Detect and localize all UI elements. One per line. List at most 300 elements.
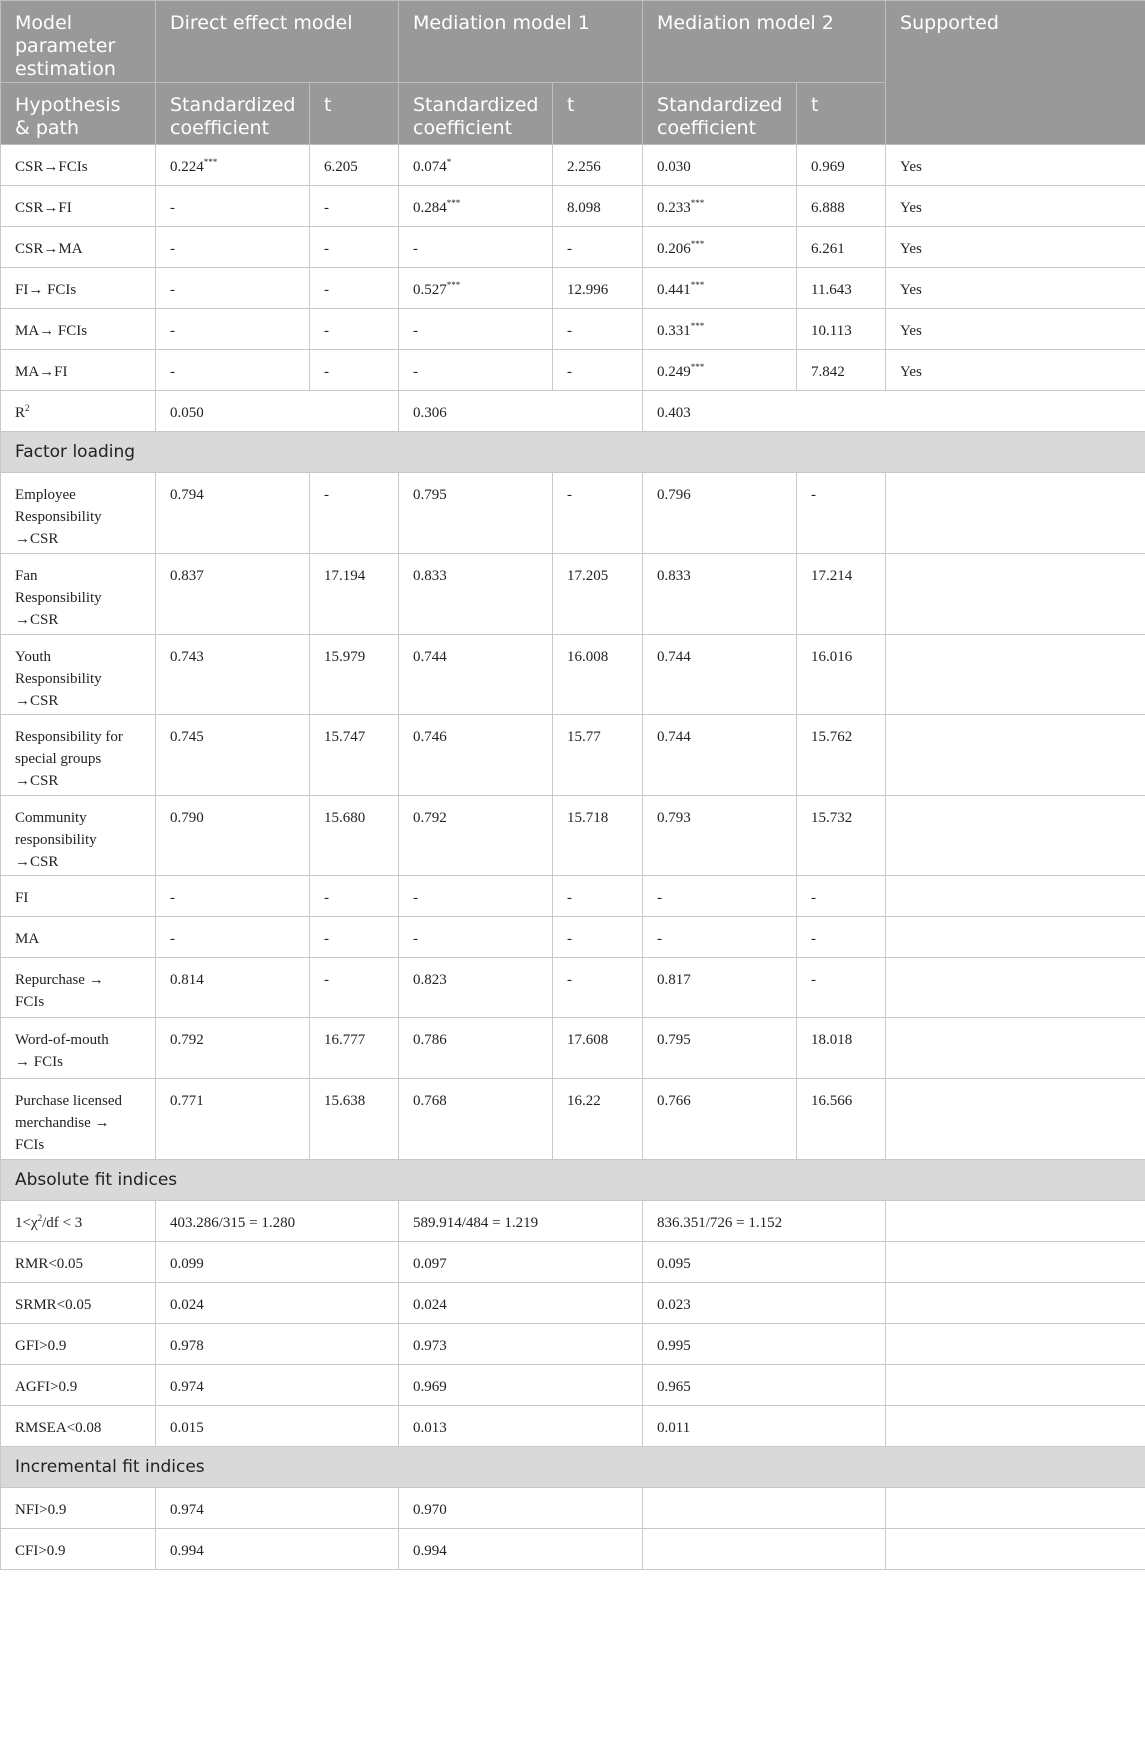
- t-value: -: [324, 364, 329, 380]
- r2-row: [1, 391, 1145, 432]
- coef-value: 0.744: [657, 649, 691, 665]
- direct-t-cell: [310, 227, 399, 268]
- fit-value: 0.970: [413, 1502, 447, 1518]
- t-value: -: [811, 931, 817, 947]
- med1-coef-cell: [399, 635, 553, 715]
- supported-cell: [886, 1529, 1145, 1570]
- coef-value: 0.771: [170, 1093, 204, 1109]
- t-value: -: [324, 487, 329, 503]
- table-row: [1, 1283, 1145, 1324]
- fit-label-cell: [1, 1406, 156, 1447]
- t-value: 15.732: [811, 810, 853, 826]
- fit-value: 0.994: [170, 1543, 204, 1559]
- chi-label: /df < 3: [42, 1215, 83, 1231]
- coef-value: 0.744: [413, 649, 447, 665]
- label-line: Purchase licensed: [15, 1093, 123, 1109]
- t-value: -: [324, 890, 329, 906]
- coef-value: -: [413, 890, 418, 906]
- fit-label: NFI>0.9: [15, 1502, 67, 1518]
- fit-direct-cell: [156, 1283, 399, 1324]
- header-t: t: [310, 83, 399, 145]
- fit-value: 0.969: [413, 1379, 447, 1395]
- table-row: [1, 268, 1145, 309]
- supported-value: Yes: [900, 200, 922, 216]
- significance-stars: ***: [690, 198, 705, 208]
- loading-label-cell: [1, 473, 156, 554]
- loading-label-cell: [1, 796, 156, 876]
- med2-t-cell: [797, 268, 886, 309]
- coef-value: 0.786: [413, 1032, 447, 1048]
- r2-label: R: [15, 405, 26, 421]
- significance-stars: ***: [203, 157, 218, 167]
- med2-t-cell: [797, 796, 886, 876]
- supported-cell: [886, 1324, 1145, 1365]
- t-value: -: [811, 972, 817, 988]
- supported-cell: [886, 186, 1145, 227]
- significance-stars: 2: [37, 1213, 43, 1223]
- fit-value: 0.974: [170, 1502, 204, 1518]
- fit-med2-cell: [643, 1324, 886, 1365]
- fit-value: 0.095: [657, 1256, 691, 1272]
- coef-value: -: [170, 364, 175, 380]
- label-line: Youth: [15, 649, 51, 665]
- med1-t-cell: [553, 268, 643, 309]
- table-row: [1, 1201, 1145, 1242]
- fit-med1-cell: [399, 1406, 643, 1447]
- table-row: [1, 635, 1145, 715]
- t-value: 17.214: [811, 568, 853, 584]
- med2-coef-cell: [643, 796, 797, 876]
- fit-med1-cell: [399, 1529, 643, 1570]
- table-row: [1, 715, 1145, 796]
- coef-value: 0.792: [170, 1032, 204, 1048]
- direct-t-cell: [310, 715, 399, 796]
- coef-value: 0.833: [413, 568, 447, 584]
- supported-cell: [886, 1488, 1145, 1529]
- coef-value: 0.224: [170, 159, 204, 175]
- med2-coef-cell: [643, 554, 797, 635]
- t-value: 16.777: [324, 1032, 366, 1048]
- coef-value: 0.793: [657, 810, 691, 826]
- table-row: [1, 473, 1145, 554]
- t-value: 0.969: [811, 159, 845, 175]
- t-value: -: [567, 364, 572, 380]
- path-label: CSR→MA: [15, 241, 83, 257]
- label-line: Fan: [15, 568, 38, 584]
- fit-med1-cell: [399, 1201, 643, 1242]
- t-value: -: [324, 972, 329, 988]
- t-value: 6.261: [811, 241, 845, 257]
- fit-value: 0.965: [657, 1379, 691, 1395]
- r2-value: 0.050: [170, 405, 204, 421]
- med2-t-cell: [797, 186, 886, 227]
- med1-t-cell: [553, 186, 643, 227]
- med1-coef-cell: [399, 473, 553, 554]
- significance-stars: ***: [690, 321, 705, 331]
- coef-value: -: [657, 890, 663, 906]
- fit-value: 0.023: [657, 1297, 691, 1313]
- label-line: Employee: [15, 487, 76, 503]
- direct-t-cell: [310, 796, 399, 876]
- section-absolute-fit: [1, 1160, 1145, 1201]
- supported-value: Yes: [900, 282, 922, 298]
- supported-cell: [886, 917, 1145, 958]
- fit-med2-cell: [643, 1488, 886, 1529]
- t-value: -: [567, 931, 572, 947]
- med2-coef-cell: [643, 1018, 797, 1079]
- t-value: -: [324, 200, 329, 216]
- label-line: FCIs: [15, 994, 45, 1010]
- direct-t-cell: [310, 958, 399, 1018]
- med1-coef-cell: [399, 554, 553, 635]
- chi-label: 1<χ: [15, 1215, 38, 1231]
- label-line: Repurchase →: [15, 972, 104, 988]
- direct-coef-cell: [156, 309, 310, 350]
- supported-cell: [886, 1242, 1145, 1283]
- coef-value: 0.795: [413, 487, 447, 503]
- fit-value: 836.351/726 = 1.152: [657, 1215, 783, 1231]
- t-value: 2.256: [567, 159, 601, 175]
- med1-coef-cell: [399, 145, 553, 186]
- fit-med2-cell: [643, 1201, 886, 1242]
- t-value: -: [324, 323, 329, 339]
- med2-t-cell: [797, 227, 886, 268]
- med2-t-cell: [797, 1079, 886, 1160]
- med1-t-cell: [553, 145, 643, 186]
- fit-value: 0.013: [413, 1420, 447, 1436]
- fit-direct-cell: [156, 1324, 399, 1365]
- direct-coef-cell: [156, 1018, 310, 1079]
- fit-med2-cell: [643, 1529, 886, 1570]
- med1-coef-cell: [399, 958, 553, 1018]
- coef-value: -: [657, 931, 663, 947]
- supported-cell: [886, 796, 1145, 876]
- direct-coef-cell: [156, 796, 310, 876]
- significance-stars: ***: [690, 280, 705, 290]
- med1-coef-cell: [399, 227, 553, 268]
- path-label: CSR→FCIs: [15, 159, 88, 175]
- section-factor-loading: [1, 432, 1145, 473]
- path-cell: [1, 145, 156, 186]
- label-line: MA: [15, 931, 40, 947]
- header-direct-effect: Direct effect model: [156, 1, 399, 83]
- t-value: 10.113: [811, 323, 852, 339]
- med2-coef-cell: [643, 1079, 797, 1160]
- fit-value: 403.286/315 = 1.280: [170, 1215, 296, 1231]
- r2-med2-cell: [643, 391, 1145, 432]
- fit-direct-cell: [156, 1529, 399, 1570]
- coef-value: 0.794: [170, 487, 204, 503]
- coef-value: 0.074: [413, 159, 447, 175]
- t-value: 16.22: [567, 1093, 601, 1109]
- t-value: 17.194: [324, 568, 366, 584]
- coef-value: -: [413, 364, 418, 380]
- fit-label-cell: [1, 1324, 156, 1365]
- fit-label: AGFI>0.9: [15, 1379, 78, 1395]
- med2-coef-cell: [643, 715, 797, 796]
- header-model-param: Model parameter estimation: [1, 1, 156, 83]
- med2-t-cell: [797, 958, 886, 1018]
- med2-coef-cell: [643, 145, 797, 186]
- fit-label-cell: [1, 1201, 156, 1242]
- header-t: t: [553, 83, 643, 145]
- direct-coef-cell: [156, 473, 310, 554]
- table-row: [1, 1242, 1145, 1283]
- t-value: -: [567, 890, 572, 906]
- coef-value: 0.792: [413, 810, 447, 826]
- fit-label-cell: [1, 1242, 156, 1283]
- path-label: MA→ FCIs: [15, 323, 88, 339]
- supported-cell: [886, 227, 1145, 268]
- t-value: 8.098: [567, 200, 601, 216]
- label-line: →CSR: [15, 854, 59, 870]
- label-line: → FCIs: [15, 1054, 63, 1070]
- direct-t-cell: [310, 350, 399, 391]
- loading-label-cell: [1, 958, 156, 1018]
- supported-cell: [886, 350, 1145, 391]
- table-row: [1, 1406, 1145, 1447]
- path-cell: [1, 350, 156, 391]
- coef-value: 0.233: [657, 200, 691, 216]
- label-line: →CSR: [15, 531, 59, 547]
- coef-value: 0.795: [657, 1032, 691, 1048]
- supported-value: Yes: [900, 241, 922, 257]
- coef-value: -: [170, 890, 175, 906]
- significance-stars: *: [446, 157, 452, 167]
- med2-coef-cell: [643, 186, 797, 227]
- fit-med2-cell: [643, 1406, 886, 1447]
- supported-value: Yes: [900, 364, 922, 380]
- header-supported: Supported: [886, 1, 1145, 145]
- table-row: [1, 1324, 1145, 1365]
- direct-coef-cell: [156, 227, 310, 268]
- coef-value: -: [413, 241, 418, 257]
- r2-label-cell: [1, 391, 156, 432]
- t-value: -: [324, 931, 329, 947]
- label-line: Responsibility: [15, 590, 102, 606]
- med1-t-cell: [553, 958, 643, 1018]
- fit-label: RMSEA<0.08: [15, 1420, 102, 1436]
- header-hyp-path: Hypothesis & path: [1, 83, 156, 145]
- table-row: [1, 554, 1145, 635]
- path-cell: [1, 268, 156, 309]
- med1-t-cell: [553, 309, 643, 350]
- direct-coef-cell: [156, 186, 310, 227]
- supported-cell: [886, 876, 1145, 917]
- t-value: 16.016: [811, 649, 853, 665]
- t-value: 15.77: [567, 729, 601, 745]
- coef-value: 0.743: [170, 649, 204, 665]
- direct-coef-cell: [156, 554, 310, 635]
- label-line: special groups: [15, 751, 102, 767]
- r2-med1-cell: [399, 391, 643, 432]
- direct-t-cell: [310, 1018, 399, 1079]
- med1-t-cell: [553, 554, 643, 635]
- med1-t-cell: [553, 917, 643, 958]
- med2-t-cell: [797, 1018, 886, 1079]
- supported-cell: [886, 635, 1145, 715]
- coef-value: 0.030: [657, 159, 691, 175]
- supported-cell: [886, 473, 1145, 554]
- med1-t-cell: [553, 1079, 643, 1160]
- med1-coef-cell: [399, 350, 553, 391]
- coef-value: 0.746: [413, 729, 447, 745]
- coef-value: 0.796: [657, 487, 691, 503]
- med2-t-cell: [797, 917, 886, 958]
- coef-value: -: [170, 241, 175, 257]
- t-value: 15.718: [567, 810, 609, 826]
- med2-coef-cell: [643, 227, 797, 268]
- med1-coef-cell: [399, 1079, 553, 1160]
- label-line: FCIs: [15, 1137, 45, 1153]
- fit-value: 0.994: [413, 1543, 447, 1559]
- coef-value: 0.814: [170, 972, 204, 988]
- table-row: [1, 1365, 1145, 1406]
- med2-coef-cell: [643, 635, 797, 715]
- supported-cell: [886, 1365, 1145, 1406]
- direct-coef-cell: [156, 715, 310, 796]
- coef-value: 0.790: [170, 810, 204, 826]
- header-std-coef: Standardized coefficient: [643, 83, 797, 145]
- med1-t-cell: [553, 350, 643, 391]
- t-value: -: [567, 241, 572, 257]
- med1-coef-cell: [399, 796, 553, 876]
- path-cell: [1, 186, 156, 227]
- coef-value: 0.745: [170, 729, 204, 745]
- direct-t-cell: [310, 635, 399, 715]
- coef-value: 0.817: [657, 972, 691, 988]
- med1-t-cell: [553, 473, 643, 554]
- med2-coef-cell: [643, 473, 797, 554]
- t-value: -: [811, 890, 817, 906]
- med2-t-cell: [797, 554, 886, 635]
- direct-t-cell: [310, 268, 399, 309]
- direct-coef-cell: [156, 1079, 310, 1160]
- header-mediation-2: Mediation model 2: [643, 1, 886, 83]
- t-value: 15.638: [324, 1093, 366, 1109]
- med2-t-cell: [797, 309, 886, 350]
- t-value: 6.888: [811, 200, 845, 216]
- fit-med2-cell: [643, 1365, 886, 1406]
- fit-value: 0.024: [170, 1297, 204, 1313]
- fit-value: 0.097: [413, 1256, 447, 1272]
- table-row: [1, 1018, 1145, 1079]
- med1-t-cell: [553, 796, 643, 876]
- t-value: -: [567, 323, 572, 339]
- direct-coef-cell: [156, 635, 310, 715]
- med1-t-cell: [553, 876, 643, 917]
- fit-value: 589.914/484 = 1.219: [413, 1215, 539, 1231]
- coef-value: -: [413, 931, 418, 947]
- coef-value: 0.441: [657, 282, 691, 298]
- fit-med1-cell: [399, 1242, 643, 1283]
- fit-med1-cell: [399, 1365, 643, 1406]
- header-mediation-1: Mediation model 1: [399, 1, 643, 83]
- fit-value: 0.011: [657, 1420, 691, 1436]
- fit-label: SRMR<0.05: [15, 1297, 92, 1313]
- fit-label: CFI>0.9: [15, 1543, 66, 1559]
- direct-t-cell: [310, 876, 399, 917]
- direct-t-cell: [310, 473, 399, 554]
- path-label: CSR→FI: [15, 200, 72, 216]
- label-line: Responsibility for: [15, 729, 123, 745]
- t-value: 15.979: [324, 649, 366, 665]
- fit-value: 0.974: [170, 1379, 204, 1395]
- section-title: Absolute fit indices: [1, 1160, 1145, 1201]
- fit-direct-cell: [156, 1242, 399, 1283]
- fit-med1-cell: [399, 1283, 643, 1324]
- med2-coef-cell: [643, 309, 797, 350]
- med1-coef-cell: [399, 917, 553, 958]
- direct-coef-cell: [156, 268, 310, 309]
- t-value: 7.842: [811, 364, 845, 380]
- label-line: Responsibility: [15, 671, 102, 687]
- table-row: [1, 309, 1145, 350]
- fit-med1-cell: [399, 1324, 643, 1365]
- table-row: [1, 227, 1145, 268]
- t-value: 17.205: [567, 568, 609, 584]
- fit-label-cell: [1, 1283, 156, 1324]
- loading-label-cell: [1, 715, 156, 796]
- supported-cell: [886, 268, 1145, 309]
- loading-label-cell: [1, 1079, 156, 1160]
- coef-value: 0.206: [657, 241, 691, 257]
- supported-value: Yes: [900, 323, 922, 339]
- med1-t-cell: [553, 1018, 643, 1079]
- label-line: Community: [15, 810, 87, 826]
- r2-direct-cell: [156, 391, 399, 432]
- med2-t-cell: [797, 145, 886, 186]
- med1-coef-cell: [399, 715, 553, 796]
- table-row: [1, 145, 1145, 186]
- supported-cell: [886, 1018, 1145, 1079]
- direct-t-cell: [310, 145, 399, 186]
- supported-cell: [886, 715, 1145, 796]
- med2-coef-cell: [643, 268, 797, 309]
- coef-value: 0.331: [657, 323, 691, 339]
- path-label: MA→FI: [15, 364, 68, 380]
- direct-coef-cell: [156, 917, 310, 958]
- t-value: 12.996: [567, 282, 609, 298]
- path-cell: [1, 309, 156, 350]
- label-line: →CSR: [15, 612, 59, 628]
- fit-label-cell: [1, 1488, 156, 1529]
- coef-value: -: [170, 931, 175, 947]
- label-line: responsibility: [15, 832, 97, 848]
- coef-value: 0.837: [170, 568, 204, 584]
- header-std-coef: Standardized coefficient: [156, 83, 310, 145]
- loading-label-cell: [1, 635, 156, 715]
- loading-label-cell: [1, 1018, 156, 1079]
- supported-value: Yes: [900, 159, 922, 175]
- t-value: 15.747: [324, 729, 366, 745]
- table-row: [1, 876, 1145, 917]
- fit-label: RMR<0.05: [15, 1256, 84, 1272]
- fit-value: 0.024: [413, 1297, 447, 1313]
- t-value: 16.566: [811, 1093, 853, 1109]
- table-row: [1, 1529, 1145, 1570]
- fit-value: 0.973: [413, 1338, 447, 1354]
- significance-stars: ***: [690, 362, 705, 372]
- direct-coef-cell: [156, 958, 310, 1018]
- path-cell: [1, 227, 156, 268]
- direct-coef-cell: [156, 350, 310, 391]
- table-row: [1, 350, 1145, 391]
- med2-coef-cell: [643, 917, 797, 958]
- t-value: -: [567, 972, 572, 988]
- direct-t-cell: [310, 917, 399, 958]
- med2-coef-cell: [643, 350, 797, 391]
